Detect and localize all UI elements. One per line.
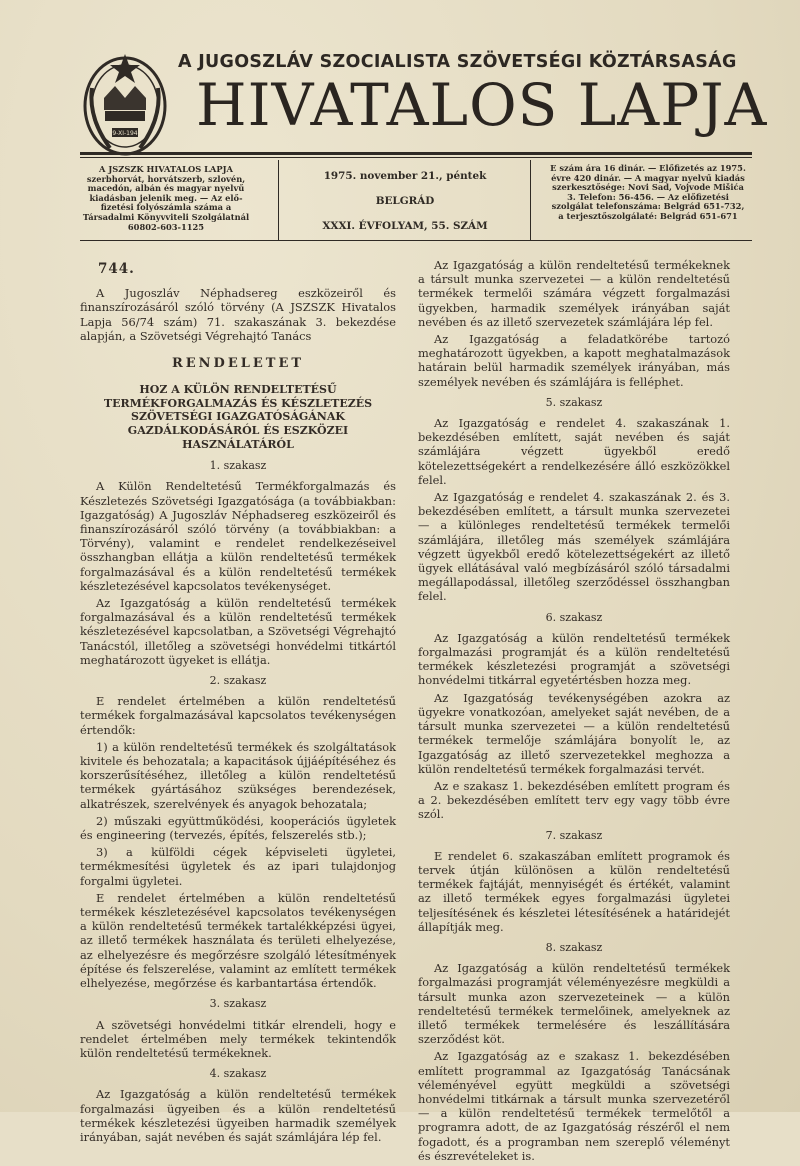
issue-info [290, 170, 520, 245]
decree-number: 744. [98, 261, 135, 277]
law-title: HOZ A KÜLÖN RENDELTETÉSŰ TERMÉKFORGALMAZÁS ÉS KÉSZLETEZÉS SZÖVETSÉGI IGAZGATÓSÁGÁNAK GAZDÁLKODÁSÁRÓL ÉS ESZKÖZEI HASZNÁLATÁRÓL [103, 383, 373, 451]
paragraph: Az Igazgatóság e rendelet 4. szakaszának 1. bekezdésében említett, saját nevében és saját számlájára végzett ügyekből eredő kötelezettségekért a rendelkezésére álló eszközökkel felel. [418, 416, 730, 487]
masthead-rule-top [80, 152, 752, 155]
left-column [80, 262, 396, 1147]
paragraph: E rendelet értelmében a külön rendeltetésű termékek forgalmazásával kapcsolatos tevékenységen értendők: [80, 694, 396, 737]
right-column [418, 258, 730, 1166]
paragraph: Az Igazgatóság a külön rendeltetésű termékek forgalmazási programját és a külön rendeltetésű termékek készletezési programját a szövetségi honvédelmi titkárral egyetértésben hozza meg. [418, 630, 730, 688]
section-title: 5. szakasz [545, 395, 603, 409]
issue-city: BELGRÁD [375, 195, 435, 207]
subscription-info: A JSZSZK HIVATALOS LAPJA szerbhorvát, horvátszerb, szlovén, macedón, albán és magyar nyelvű kiadásban jelenik meg. — Az elő-fizetési folyószámla száma a Társadalmi Könyvviteli Szolgálatnál 60802-603-1125 [82, 164, 250, 232]
list-item: 1) a külön rendeltetésű termékek és szolgáltatások kivitele és behozatala; a kapacitások újjáépítéséhez és korszerűsítéséhez, illetőleg a külön rendeltetésű termékek gyártásához szükséges berendezések, alkatrészek, szerelvények és anyagok behozatala; [80, 739, 396, 811]
paragraph: Az Igazgatóság a feladatkörébe tartozó meghatározott ügyekben, a kapott meghatalmazások határain belül harmadik személyek irányában, más személyek nevében és számlájára is felléphet. [418, 332, 730, 389]
paragraph: Az Igazgatóság a külön rendeltetésű termékeknek a társult munka szervezetei — a külön rendeltetésű termékek termelői számára végzett forgalmazási ügyekben, harmadik személyek irányában saját nevében és az illető szervezetek számlájára lép fel. [418, 258, 730, 329]
paragraph: Az Igazgatóság a külön rendeltetésű termékek forgalmazásával és a külön rendeltetésű termékek készletezésével kapcsolatban, a Szövetségi Végrehajtó Tanácstól, illetőleg a szövetségi honvédelmi titkártól meghatározott ügyeket is ellátja. [80, 596, 396, 667]
state-emblem-icon [80, 48, 170, 160]
paragraph: A Külön Rendeltetésű Termékforgalmazás és Készletezés Szövetségi Igazgatósága (a továbbiakban: Igazgatóság) A Jugoszláv Néphadsereg eszközeiről és finanszírozásáról szóló törvény (a továbbiakban: a Törvény), valamint e rendelet rendelkezéseivel összhangban ellátja a külön rendeltetésű termékek forgalmazásával és a külön rendeltetésű termékek készletezésével kapcsolatos tevékenységet. [80, 479, 396, 593]
info-divider-right [530, 160, 531, 240]
decree-heading: RENDELETET [171, 356, 305, 372]
paragraph: Az Igazgatóság e rendelet 4. szakaszának 2. és 3. bekezdésében említett, a társult munka szervezetei — a különleges rendeltetésű termékek termelői számlájára, illetőleg más személyek számlájára végzett ügyekből eredő kötelezettségekért az illető ügyek ellátásával való megbízásáról szóló társadalmi megállapodással, illetőleg szerződéssel összhangban felel. [418, 490, 730, 604]
info-divider-left [278, 160, 279, 240]
section-title: 7. szakasz [545, 828, 603, 842]
paragraph: Az Igazgatóság a külön rendeltetésű termékek forgalmazási programját véleményezésre megküldi a társult munka azon szervezeteinek — a külön rendeltetésű termékek termelőinek, amelyeknek az illető termékek termelésére és leszállítására szerződést köt. [418, 961, 730, 1047]
paragraph: Az Igazgatóság a külön rendeltetésű termékek forgalmazási ügyeiben és a külön rendeltetésű termékek készletezési ügyeiben harmadik személyek irányában, saját nevében és saját számlájára lép fel. [80, 1087, 396, 1144]
section-title: 3. szakasz [209, 997, 267, 1011]
section-title: 8. szakasz [545, 940, 603, 954]
list-item: 2) műszaki együttműködési, kooperációs ügyletek és engineering (tervezés, építés, felszerelés stb.); [80, 813, 396, 843]
decree-intro: A Jugoszláv Néphadsereg eszközeiről és finanszírozásáról szóló törvény (A JSZSZK Hivatalos Lapja 56/74 szám) 71. szakaszának 3. bekezdése alapján, a Szövetségi Végrehajtó Tanács [80, 286, 396, 343]
section-title: 4. szakasz [209, 1067, 267, 1081]
paragraph: Az Igazgatóság tevékenységében azokra az ügyekre vonatkozóan, amelyeket saját nevében, de a társult munka szervezetei — a külön rendeltetésű termékek termelője számlájára bonyolít le, az Igazgatóság az illető szervezetekkel meghozza a külön rendeltetésű termékek forgalmazási tervét. [418, 690, 730, 776]
paragraph: Az Igazgatóság az e szakasz 1. bekezdésében említett programmal az Igazgatóság Tanácsának véleményével együtt megküldi a szövetségi honvédelmi titkárnak a társult munka szervezetéről — a külön rendeltetésű termékek termelőtől a programra adott, de az Igazgatóság részéről el nem fogadott, és a programban nem szereplő véleményt és észrevételeket is. [418, 1049, 730, 1163]
paragraph: E rendelet értelmében a külön rendeltetésű termékek készletezésével kapcsolatos tevékenységen a külön rendeltetésű termékek tartalékképzési ügyei, az illető termékek használata és területi elhelyezése, az elhelyezésre és megőrzésre szolgáló létesítmények építése és felszerelése, valamint az említett termékek elhelyezése, megőrzése és karbantartása értendők. [80, 890, 396, 991]
section-title: 2. szakasz [209, 674, 267, 688]
masthead-supertitle: A JUGOSZLÁV SZOCIALISTA SZÖVETSÉGI KÖZTÁRSASÁG [178, 52, 737, 72]
masthead-rule-top-thin [80, 157, 752, 158]
price-info: E szám ára 16 dinár. — Előfizetés az 1975. évre 420 dinár. — A magyar nyelvű kiadás szerkesztősége: Novi Sad, Vojvode Mišića 3. Telefon: 56-456. — Az előfizetési szolgálat telefonszáma: Belgrád 651-732, a terjesztőszolgálaté: Belgrád 651-671 [550, 163, 746, 221]
section-title: 6. szakasz [545, 610, 603, 624]
issue-number: XXXI. ÉVFOLYAM, 55. SZÁM [322, 220, 488, 232]
issue-date: 1975. november 21., péntek [323, 170, 487, 182]
paragraph: Az e szakasz 1. bekezdésében említett program és a 2. bekezdésében említett terv egy vagy több évre szól. [418, 778, 730, 822]
list-item: 3) a külföldi cégek képviseleti ügyletei, termékmesítési ügyletek és az ipari tulajdonjog forgalmi ügyletei. [80, 845, 396, 888]
masthead-title: HIVATALOS LAPJA [196, 71, 768, 139]
section-title: 1. szakasz [209, 459, 267, 473]
emblem-date: 29-XI-1943 [108, 130, 142, 137]
paragraph: A szövetségi honvédelmi titkár elrendeli, hogy e rendelet értelmében mely termékek tekintendők külön rendeltetésű termékeknek. [80, 1017, 396, 1060]
paragraph: E rendelet 6. szakaszában említett programok és tervek útján különösen a külön rendeltetésű termékek fajtáját, mennyiségét és értékét, valamint az illető termékek egyes forgalmazási ügyletei teljesítésének és készletei létesítésének a határidejét állapítják meg. [418, 848, 730, 934]
